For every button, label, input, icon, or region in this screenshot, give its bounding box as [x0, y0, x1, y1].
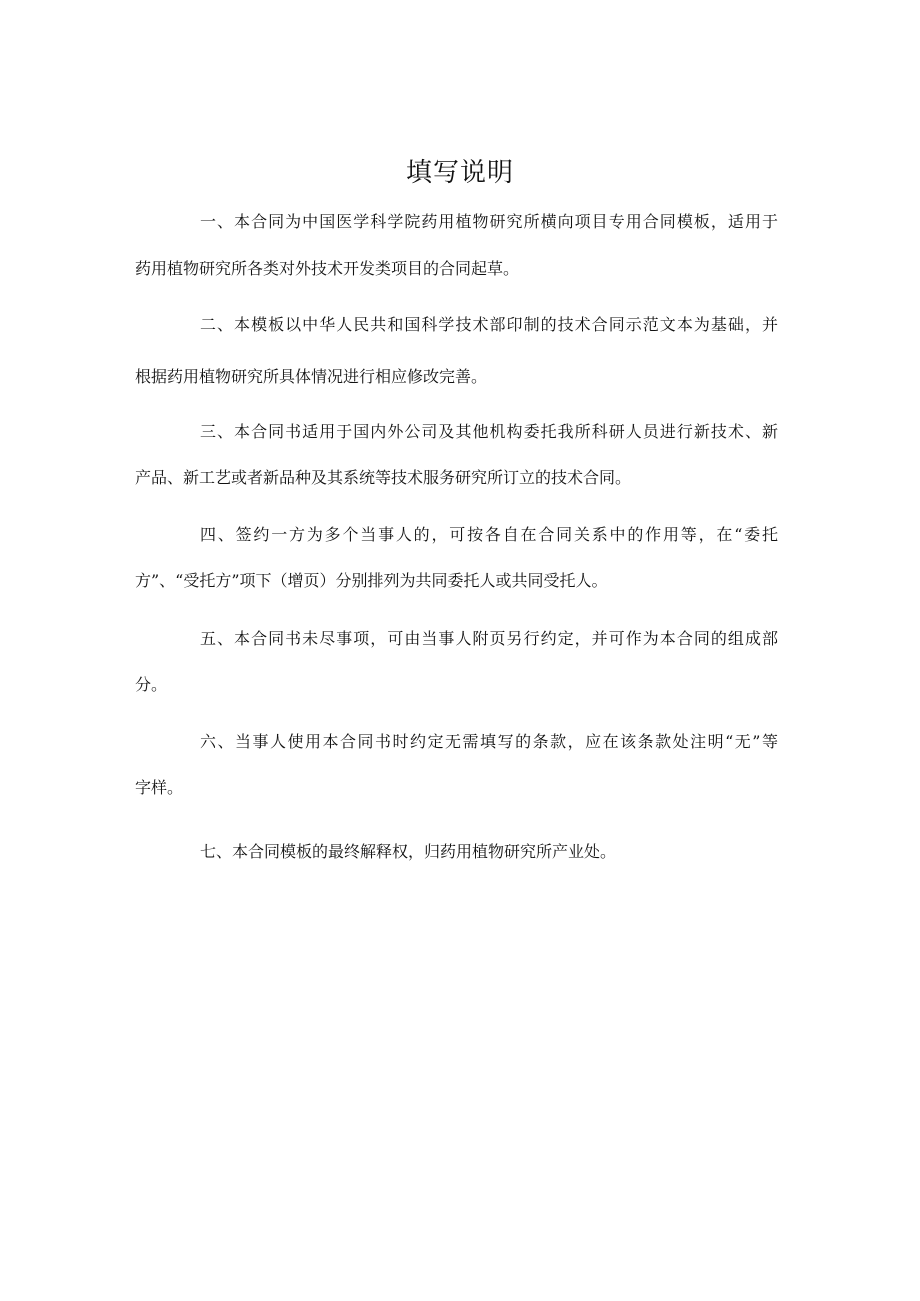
- page-title: 填写说明: [405, 158, 514, 188]
- paragraph-line: 七、本合同模板的最终解释权，归药用植物研究所产业处。: [200, 842, 617, 861]
- paragraph-line: 字样。: [135, 778, 184, 797]
- paragraph-line: 六、当事人使用本合同书时约定无需填写的条款，应在该条款处注明“无”等: [200, 732, 778, 751]
- paragraph-line: 产品、新工艺或者新品种及其系统等技术服务研究所订立的技术合同。: [135, 468, 632, 487]
- paragraph-line: 五、本合同书未尽事项，可由当事人附页另行约定，并可作为本合同的组成部: [200, 629, 778, 648]
- paragraph-line: 方”、“受托方”项下（增页）分别排列为共同委托人或共同受托人。: [135, 571, 608, 590]
- paragraph-line: 二、本模板以中华人民共和国科学技术部印制的技术合同示范文本为基础，并: [200, 315, 778, 334]
- paragraph-line: 药用植物研究所各类对外技术开发类项目的合同起草。: [135, 259, 520, 278]
- paragraph-line: 根据药用植物研究所具体情况进行相应修改完善。: [135, 367, 488, 386]
- paragraph-line: 一、本合同为中国医学科学院药用植物研究所横向项目专用合同模板，适用于: [200, 212, 778, 231]
- paragraph-line: 三、本合同书适用于国内外公司及其他机构委托我所科研人员进行新技术、新: [200, 422, 778, 441]
- paragraph-line: 分。: [135, 675, 168, 694]
- paragraph-line: 四、签约一方为多个当事人的，可按各自在合同关系中的作用等，在“委托: [200, 525, 778, 544]
